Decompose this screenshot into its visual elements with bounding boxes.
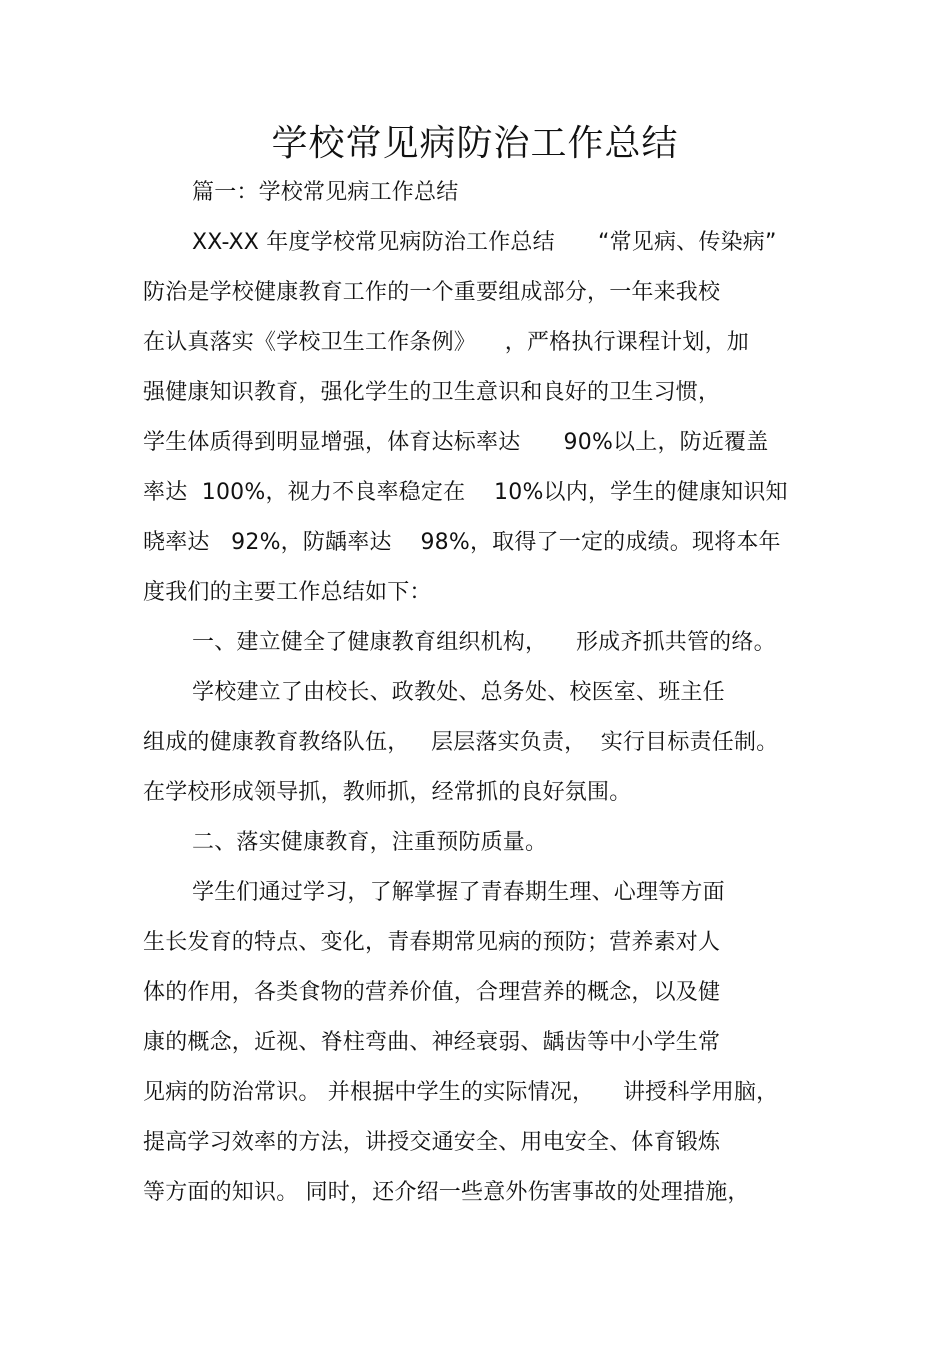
paragraph-line: 率达 100%，视力不良率稳定在 10%以内，学生的健康知识知	[143, 480, 788, 505]
paragraph-line: 学生们通过学习，了解掌握了青春期生理、心理等方面	[192, 880, 725, 905]
paragraph-line: XX-XX 年度学校常见病防治工作总结 “常见病、传染病”	[192, 230, 777, 255]
paragraph-line: 学校建立了由校长、政教处、总务处、校医室、班主任	[192, 680, 725, 705]
paragraph-line: 晓率达 92%，防龋率达 98%，取得了一定的成绩。现将本年	[143, 530, 781, 555]
paragraph-line: 组成的健康教育教络队伍， 层层落实负责， 实行目标责任制。	[143, 730, 779, 755]
paragraph-line: 在学校形成领导抓，教师抓，经常抓的良好氛围。	[143, 780, 632, 805]
paragraph-line: 康的概念，近视、脊柱弯曲、神经衰弱、龋齿等中小学生常	[143, 1030, 721, 1055]
paragraph-line: 等方面的知识。 同时，还介绍一些意外伤害事故的处理措施，	[143, 1180, 750, 1205]
document-title: 学校常见病防治工作总结	[271, 123, 679, 164]
paragraph-line: 度我们的主要工作总结如下：	[143, 580, 432, 605]
paragraph-line: 在认真落实《学校卫生工作条例》 ，严格执行课程计划，加	[143, 330, 749, 355]
paragraph-line: 体的作用，各类食物的营养价值，合理营养的概念，以及健	[143, 980, 721, 1005]
paragraph-line: 提高学习效率的方法，讲授交通安全、用电安全、体育锻炼	[143, 1130, 721, 1155]
section-heading-two: 二、落实健康教育，注重预防质量。	[192, 830, 548, 855]
paragraph-line: 见病的防治常识。 并根据中学生的实际情况， 讲授科学用脑，	[143, 1080, 779, 1105]
section-heading-part-one: 篇一：学校常见病工作总结	[192, 180, 459, 205]
paragraph-line: 强健康知识教育，强化学生的卫生意识和良好的卫生习惯，	[143, 380, 721, 405]
paragraph-line: 防治是学校健康教育工作的一个重要组成部分，一年来我校	[143, 280, 721, 305]
paragraph-line: 学生体质得到明显增强，体育达标率达 90%以上，防近覆盖	[143, 430, 769, 455]
paragraph-line: 生长发育的特点、变化，青春期常见病的预防；营养素对人	[143, 930, 721, 955]
section-heading-one: 一、建立健全了健康教育组织机构， 形成齐抓共管的络。	[192, 630, 776, 655]
